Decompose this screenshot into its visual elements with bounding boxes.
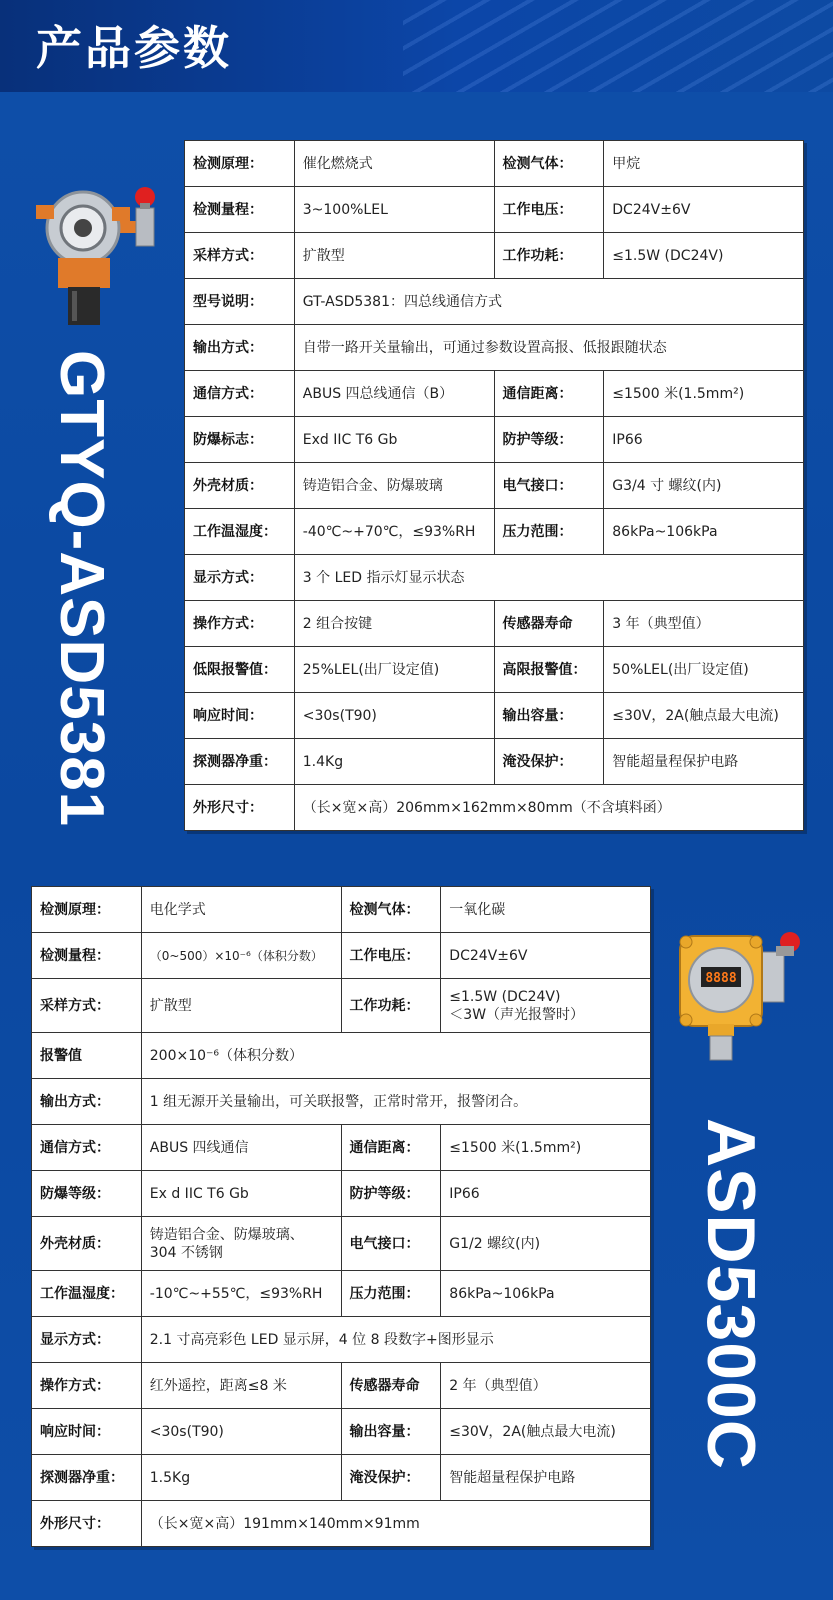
spec-value-cell xyxy=(294,371,494,417)
spec-value-cell xyxy=(141,1033,650,1079)
spec-value: Exd IIC T6 Gb xyxy=(302,431,398,448)
spec-key: 检测原理： xyxy=(193,155,263,172)
table-row xyxy=(32,1079,651,1125)
spec-key: 显示方式： xyxy=(193,569,263,586)
table-row xyxy=(32,1501,651,1547)
spec-key-cell xyxy=(32,1171,142,1217)
spec-value-cell xyxy=(294,739,494,785)
spec-value: （长×宽×高）206mm×162mm×80mm（不含填料函） xyxy=(302,799,671,816)
table-row xyxy=(32,1363,651,1409)
spec-key: 通信距离： xyxy=(349,1139,420,1156)
spec-value-cell xyxy=(141,1409,341,1455)
spec-value-cell xyxy=(441,887,651,933)
spec-key: 压力范围： xyxy=(502,523,573,540)
spec-key-cell xyxy=(341,1409,441,1455)
spec-key-cell xyxy=(32,1125,142,1171)
table-row xyxy=(32,887,651,933)
table-row xyxy=(32,1271,651,1317)
spec-key: 响应时间： xyxy=(40,1423,110,1440)
spec-key: 探测器净重： xyxy=(40,1469,124,1486)
spec-value: 25%LEL(出厂设定值) xyxy=(302,661,440,678)
spec-value-cell xyxy=(141,1125,341,1171)
spec-value: 催化燃烧式 xyxy=(302,155,373,172)
spec-key-cell xyxy=(185,463,295,509)
spec-key-cell xyxy=(494,371,604,417)
table-row xyxy=(32,1033,651,1079)
spec-value: 甲烷 xyxy=(612,155,641,172)
spec-key: 防爆等级： xyxy=(40,1185,110,1202)
spec-value: ≤1500 米(1.5mm²) xyxy=(612,385,745,402)
spec-key: 防护等级： xyxy=(502,431,573,448)
spec-key: 操作方式： xyxy=(40,1377,110,1394)
spec-key: 检测量程： xyxy=(193,201,263,218)
spec-key: 探测器净重： xyxy=(193,753,277,770)
table-row xyxy=(185,509,804,555)
spec-value: DC24V±6V xyxy=(612,201,691,218)
spec-value-cell xyxy=(141,1079,650,1125)
spec-key: 工作电压： xyxy=(502,201,573,218)
spec-key-cell xyxy=(494,187,604,233)
spec-value: IP66 xyxy=(449,1185,480,1202)
spec-value: ≤1500 米(1.5mm²) xyxy=(449,1139,582,1156)
spec-value: 86kPa~106kPa xyxy=(612,523,718,540)
header-banner xyxy=(0,0,833,92)
table-row xyxy=(185,601,804,647)
spec-key-cell xyxy=(32,1363,142,1409)
spec-key-cell xyxy=(494,601,604,647)
spec-value: 红外遥控，距离≤8 米 xyxy=(149,1377,287,1394)
spec-key-cell xyxy=(341,1171,441,1217)
spec-key: 检测原理： xyxy=(40,901,110,918)
spec-value: 智能超量程保护电路 xyxy=(612,753,739,770)
spec-key: 输出方式： xyxy=(40,1093,110,1110)
spec-value-cell xyxy=(141,1317,650,1363)
spec-value: DC24V±6V xyxy=(449,947,528,964)
spec-value-cell xyxy=(441,1217,651,1271)
spec-value-cell xyxy=(604,693,804,739)
spec-key: 显示方式： xyxy=(40,1331,110,1348)
spec-key-cell xyxy=(494,693,604,739)
spec-value: G1/2 螺纹(内) xyxy=(449,1235,541,1252)
spec-key-cell xyxy=(185,693,295,739)
spec-key: 输出容量： xyxy=(349,1423,420,1440)
spec-key: 输出方式： xyxy=(193,339,263,356)
spec-value: GT-ASD5381：四总线通信方式 xyxy=(302,293,502,310)
spec-key-cell xyxy=(494,509,604,555)
spec-value: 一氧化碳 xyxy=(449,901,506,918)
model-label-2 xyxy=(693,1118,770,1478)
spec-key-cell xyxy=(185,187,295,233)
table-row xyxy=(32,1217,651,1271)
spec-key: 外形尺寸： xyxy=(193,799,263,816)
spec-key: 工作温湿度： xyxy=(193,523,277,540)
spec-value: 电化学式 xyxy=(149,901,206,918)
spec-value: 1 组无源开关量输出，可关联报警，正常时常开，报警闭合。 xyxy=(149,1093,528,1110)
spec-key-cell xyxy=(341,1217,441,1271)
spec-value: -10℃~+55℃，≤93%RH xyxy=(149,1285,323,1302)
gas-detector-image-1 xyxy=(28,183,160,333)
spec-value: ≤30V，2A(触点最大电流) xyxy=(449,1423,616,1440)
spec-key-cell xyxy=(32,1317,142,1363)
spec-key-cell xyxy=(341,979,441,1033)
spec-value-cell xyxy=(294,785,803,831)
table-row xyxy=(32,1409,651,1455)
table-row xyxy=(185,785,804,831)
spec-value: -40℃~+70℃，≤93%RH xyxy=(302,523,476,540)
spec-key: 高限报警值： xyxy=(502,661,587,678)
model-label-1 xyxy=(47,350,117,830)
spec-value-cell xyxy=(604,417,804,463)
spec-value-line2: ＜3W（声光报警时） xyxy=(449,1006,585,1023)
spec-value-cell xyxy=(604,463,804,509)
spec-key-cell xyxy=(494,417,604,463)
spec-key: 检测气体： xyxy=(502,155,573,172)
spec-key-cell xyxy=(341,887,441,933)
spec-value-cell xyxy=(604,187,804,233)
spec-value-cell xyxy=(441,979,651,1033)
spec-key-cell xyxy=(185,279,295,325)
spec-value: 50%LEL(出厂设定值) xyxy=(612,661,749,678)
spec-value: ABUS 四线通信 xyxy=(149,1139,249,1156)
spec-key-cell xyxy=(32,1033,142,1079)
spec-key: 输出容量： xyxy=(502,707,573,724)
spec-value-line2: 304 不锈钢 xyxy=(149,1244,223,1261)
spec-key-cell xyxy=(494,647,604,693)
spec-value-cell xyxy=(294,325,803,371)
spec-key: 防护等级： xyxy=(349,1185,420,1202)
spec-key: 外形尺寸： xyxy=(40,1515,110,1532)
table-row xyxy=(185,233,804,279)
spec-key: 电气接口： xyxy=(349,1235,420,1252)
spec-value: 铸造铝合金、防爆玻璃 xyxy=(302,477,443,494)
spec-value-cell xyxy=(294,601,494,647)
spec-value: 2 组合按键 xyxy=(302,615,373,632)
spec-key-cell xyxy=(185,417,295,463)
spec-key-cell xyxy=(185,785,295,831)
table-row xyxy=(32,1125,651,1171)
spec-value-cell xyxy=(141,1217,341,1271)
spec-value: ≤1.5W (DC24V) xyxy=(449,988,561,1005)
spec-key-cell xyxy=(185,739,295,785)
gas-detector-image-2 xyxy=(672,930,812,1082)
spec-value: 2.1 寸高亮彩色 LED 显示屏，4 位 8 段数字+图形显示 xyxy=(149,1331,494,1348)
spec-value-cell xyxy=(441,1363,651,1409)
spec-key-cell xyxy=(341,1455,441,1501)
spec-value: 2 年（典型值） xyxy=(449,1377,547,1394)
spec-key-cell xyxy=(32,1079,142,1125)
table-row xyxy=(185,463,804,509)
spec-value: 1.5Kg xyxy=(149,1469,191,1486)
spec-value-cell xyxy=(294,555,803,601)
spec-value: 3 个 LED 指示灯显示状态 xyxy=(302,569,465,586)
spec-key: 传感器寿命 xyxy=(502,615,573,632)
header-stripes xyxy=(403,0,833,92)
table-row xyxy=(32,933,651,979)
spec-table-1 xyxy=(184,140,804,831)
spec-value-cell xyxy=(294,141,494,187)
table-row xyxy=(32,1171,651,1217)
spec-value-cell xyxy=(141,933,341,979)
spec-key: 淹没保护： xyxy=(502,753,573,770)
spec-value-cell xyxy=(604,141,804,187)
spec-value: 86kPa~106kPa xyxy=(449,1285,555,1302)
spec-key-cell xyxy=(341,1363,441,1409)
spec-key: 通信距离： xyxy=(502,385,573,402)
spec-value-cell xyxy=(141,1271,341,1317)
table-row xyxy=(32,979,651,1033)
spec-key: 检测量程： xyxy=(40,947,110,964)
spec-key: 电气接口： xyxy=(502,477,573,494)
spec-key-cell xyxy=(32,1501,142,1547)
spec-key: 通信方式： xyxy=(193,385,263,402)
spec-value-cell xyxy=(441,1271,651,1317)
spec-value: （长×宽×高）191mm×140mm×91mm xyxy=(149,1515,420,1532)
spec-value: <30s(T90) xyxy=(149,1423,224,1440)
spec-table-2 xyxy=(31,886,651,1547)
spec-value-cell xyxy=(604,509,804,555)
spec-value-cell xyxy=(441,1455,651,1501)
spec-key: 工作功耗： xyxy=(502,247,573,264)
spec-value: Ex d IIC T6 Gb xyxy=(149,1185,249,1202)
spec-value-cell xyxy=(141,1501,650,1547)
spec-value: 3 年（典型值） xyxy=(612,615,710,632)
spec-key: 采样方式： xyxy=(40,997,110,1014)
spec-value-cell xyxy=(294,417,494,463)
spec-key: 工作电压： xyxy=(349,947,420,964)
spec-key-cell xyxy=(32,979,142,1033)
spec-key-cell xyxy=(32,1455,142,1501)
spec-value-cell xyxy=(294,233,494,279)
spec-value: ABUS 四总线通信（B） xyxy=(302,385,454,402)
spec-value-cell xyxy=(141,887,341,933)
spec-value-cell xyxy=(294,647,494,693)
spec-key-cell xyxy=(185,601,295,647)
spec-value: 1.4Kg xyxy=(302,753,344,770)
spec-value-cell xyxy=(604,233,804,279)
spec-key-cell xyxy=(494,233,604,279)
spec-key-cell xyxy=(494,463,604,509)
table-row xyxy=(185,141,804,187)
table-row xyxy=(185,279,804,325)
spec-value: 铸造铝合金、防爆玻璃、 xyxy=(149,1226,304,1243)
spec-key-cell xyxy=(32,933,142,979)
spec-key: 工作功耗： xyxy=(349,997,420,1014)
spec-value: ≤30V，2A(触点最大电流) xyxy=(612,707,779,724)
spec-key-cell xyxy=(185,371,295,417)
spec-key: 防爆标志： xyxy=(193,431,263,448)
spec-key-cell xyxy=(341,1271,441,1317)
table-row xyxy=(185,647,804,693)
spec-value: 200×10⁻⁶（体积分数） xyxy=(149,1047,304,1064)
spec-key-cell xyxy=(185,555,295,601)
spec-key-cell xyxy=(494,739,604,785)
spec-value-cell xyxy=(294,279,803,325)
spec-value: IP66 xyxy=(612,431,643,448)
spec-key-cell xyxy=(32,1271,142,1317)
spec-key-cell xyxy=(185,233,295,279)
table-row xyxy=(32,1455,651,1501)
spec-value: ≤1.5W (DC24V) xyxy=(612,247,724,264)
spec-value-cell xyxy=(294,187,494,233)
spec-key: 外壳材质： xyxy=(40,1235,110,1252)
spec-key-cell xyxy=(185,509,295,555)
spec-value: 扩散型 xyxy=(302,247,345,264)
spec-value: （0~500）×10⁻⁶（体积分数） xyxy=(149,948,323,963)
spec-value: 自带一路开关量输出，可通过参数设置高报、低报跟随状态 xyxy=(302,339,667,356)
table-row xyxy=(185,693,804,739)
spec-value-cell xyxy=(141,979,341,1033)
page-title: 产品参数 xyxy=(36,21,232,75)
spec-value-cell xyxy=(604,647,804,693)
spec-value-cell xyxy=(141,1171,341,1217)
spec-value-cell xyxy=(604,739,804,785)
spec-key-cell xyxy=(32,1409,142,1455)
spec-key: 压力范围： xyxy=(349,1285,420,1302)
spec-key-cell xyxy=(341,933,441,979)
spec-key: 采样方式： xyxy=(193,247,263,264)
model-text-1: GTYQ-ASD5381 xyxy=(47,350,116,828)
spec-value: 3~100%LEL xyxy=(302,201,388,218)
table-row xyxy=(32,1317,651,1363)
spec-value-cell xyxy=(141,1455,341,1501)
spec-value-cell xyxy=(141,1363,341,1409)
table-row xyxy=(185,417,804,463)
spec-key-cell xyxy=(185,647,295,693)
spec-key: 型号说明： xyxy=(193,293,263,310)
spec-key-cell xyxy=(341,1125,441,1171)
spec-key: 检测气体： xyxy=(349,901,420,918)
spec-key: 低限报警值： xyxy=(193,661,277,678)
spec-key-cell xyxy=(185,141,295,187)
spec-key: 淹没保护： xyxy=(349,1469,420,1486)
spec-key-cell xyxy=(32,1217,142,1271)
spec-key: 传感器寿命 xyxy=(349,1377,420,1394)
spec-value: 智能超量程保护电路 xyxy=(449,1469,576,1486)
spec-value-cell xyxy=(294,509,494,555)
spec-value-cell xyxy=(294,463,494,509)
spec-value-cell xyxy=(604,371,804,417)
spec-key: 通信方式： xyxy=(40,1139,110,1156)
spec-value-cell xyxy=(294,693,494,739)
spec-key-cell xyxy=(494,141,604,187)
device-display-digits: 8888 xyxy=(705,971,737,986)
spec-key-cell xyxy=(32,887,142,933)
spec-value-cell xyxy=(441,1125,651,1171)
spec-key: 操作方式： xyxy=(193,615,263,632)
spec-value-cell xyxy=(441,1409,651,1455)
spec-value-cell xyxy=(441,1171,651,1217)
table-row xyxy=(185,187,804,233)
spec-value: G3/4 寸 螺纹(内) xyxy=(612,477,722,494)
spec-value-cell xyxy=(441,933,651,979)
table-row xyxy=(185,325,804,371)
spec-key: 外壳材质： xyxy=(193,477,263,494)
model-text-2: ASD5300C xyxy=(693,1118,769,1470)
spec-key: 工作温湿度： xyxy=(40,1285,124,1302)
spec-value: 扩散型 xyxy=(149,997,192,1014)
spec-value-cell xyxy=(604,601,804,647)
spec-value: <30s(T90) xyxy=(302,707,377,724)
table-row xyxy=(185,739,804,785)
table-row xyxy=(185,371,804,417)
spec-key-cell xyxy=(185,325,295,371)
spec-key: 响应时间： xyxy=(193,707,263,724)
spec-key: 报警值 xyxy=(40,1047,82,1064)
table-row xyxy=(185,555,804,601)
